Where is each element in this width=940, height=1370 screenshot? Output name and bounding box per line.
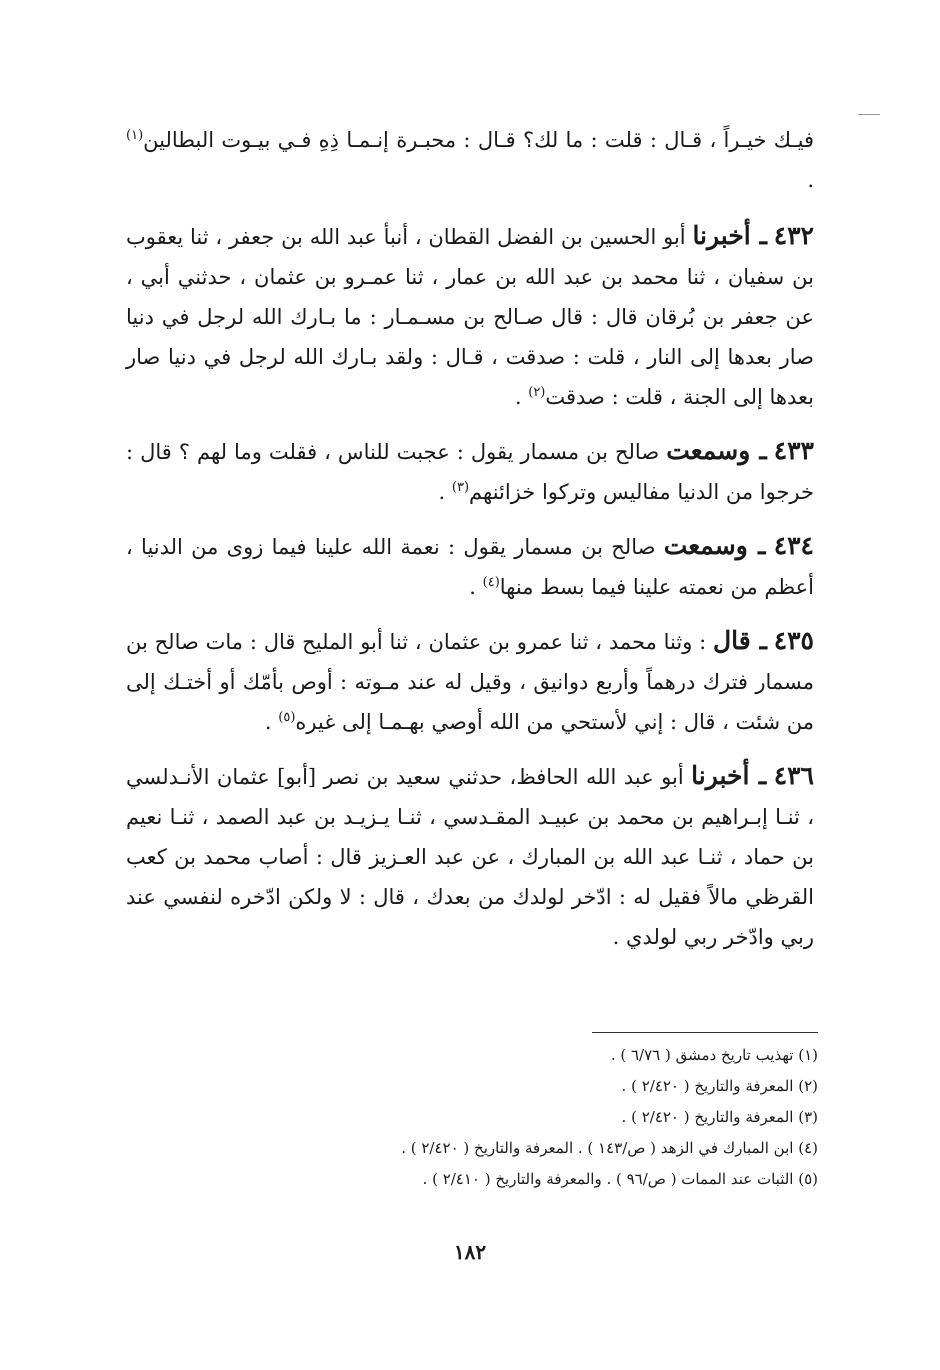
paragraph-end: .: [514, 385, 529, 409]
entry-number: ٤٣٢: [773, 221, 814, 250]
entry-number: ٤٣٥: [773, 626, 814, 655]
footnote-ref: (٤): [482, 575, 500, 590]
entry-keyword: ـ وسمعت: [663, 531, 766, 560]
entry-number: ٤٣٦: [773, 761, 814, 790]
paragraph-continuation: [126, 120, 814, 200]
scan-mark: [858, 114, 880, 115]
paragraph-text: أبو عبد الله الحافظ، حدثني سعيد بن نصر [أبو] عثمان الأنـدلسي ، ثنـا إبـراهيم بن محمد بن عبيـد المقـدسي ، ثنـا يـزيـد بن عبد الصمد ، ثنـا نعيم بن حماد ، ثنـا عبد الله بن المبارك ، عن عبد العـزيز قال : أصاب محمد بن كعب القرظي مالاً فقيل له : ادّخر لولدك من بعدك ، قال : لا ولكن ادّخره لنفسي عند ربي وادّخر ربي لولدي: [126, 765, 814, 949]
paragraph-434: [126, 526, 814, 607]
paragraph-text: أبو الحسين بن الفضل القطان ، أنبأ عبد الله بن جعفر ، ثنا يعقوب بن سفيان ، ثنا محمد بن عبد الله بن عمار ، ثنا عمـرو بن عثمان ، حدثني أبي ، عن جعفر بن بُرقان قال : قال صـالح بن مسـمـار : ما بـارك الله لرجل في دنيا صار بعدها إلى النار ، قلت : صدقت ، قـال : ولقد بـارك الله لرجل في دنيا صار بعدها إلى الجنة ، قلت : صدقت: [126, 225, 814, 409]
footnote-2: (٢) المعرفة والتاريخ ( ٢/٤٢٠ ) .: [621, 1077, 818, 1095]
entry-keyword: ـ أخبرنا: [692, 221, 767, 250]
footnote-ref: (٥): [278, 710, 296, 725]
entry-keyword: ـ أخبرنا: [691, 761, 767, 790]
paragraph-433: [126, 431, 814, 512]
paragraph-text: صالح بن مسمار يقول : نعمة الله علينا فيما زوى من الدنيا ، أعظم من نعمته علينا فيما بسط منها: [126, 535, 814, 599]
footnote-ref: (٣): [451, 480, 470, 495]
footnote-4: (٤) ابن المبارك في الزهد ( ص/١٤٣ ) . المعرفة والتاريخ ( ٢/٤٢٠ ) .: [401, 1139, 818, 1157]
footnote-1: (١) تهذيب تاريخ دمشق ( ٦/٧٦ ) .: [610, 1046, 818, 1064]
paragraph-436: [126, 756, 814, 957]
paragraph-432: [126, 216, 814, 417]
entry-number: ٤٣٣: [773, 436, 814, 465]
paragraph-end: .: [469, 575, 483, 599]
footnotes: [126, 1040, 818, 1195]
paragraph-435: [126, 621, 814, 742]
footnote-divider: [592, 1032, 818, 1033]
paragraph-end: .: [612, 925, 626, 949]
entry-keyword: ـ وسمعت: [666, 436, 767, 465]
entry-keyword: ـ قال: [713, 626, 767, 655]
paragraph-end: .: [807, 168, 814, 192]
paragraph-text: فيـك خيـراً ، قـال : قلت : ما لك؟ قـال : محبـرة إنـمـا ذِهِ فـي بيـوت البطالين: [143, 128, 814, 152]
entry-number: ٤٣٤: [773, 531, 814, 560]
footnote-5: (٥) الثبات عند الممات ( ص/٩٦ ) . والمعرفة والتاريخ ( ٢/٤١٠ ) .: [422, 1170, 818, 1188]
paragraph-end: .: [264, 710, 279, 734]
page-number: ١٨٢: [453, 1240, 487, 1264]
footnote-ref: (٢): [528, 385, 546, 400]
paragraph-text: صالح بن مسمار يقول : عجبت للناس ، فقلت وما لهم ؟ قال : خرجوا من الدنيا مفاليس وتركوا خزائنهم: [126, 440, 814, 504]
paragraph-end: .: [438, 480, 452, 504]
paragraph-text: : وثنا محمد ، ثنا عمرو بن عثمان ، ثنا أبو المليح قال : مات صالح بن مسمار فترك درهماً وأربع دوانيق ، وقيل له عند مـوته : أوص بأمّك أو أختـك إلى من شئت ، قال : إني لأستحي من الله أوصي بهـمـا إلى غيره: [126, 630, 814, 734]
main-text: [126, 120, 814, 971]
footnote-3: (٣) المعرفة والتاريخ ( ٢/٤٢٠ ) .: [621, 1108, 818, 1126]
footnote-ref: (١): [126, 128, 144, 143]
